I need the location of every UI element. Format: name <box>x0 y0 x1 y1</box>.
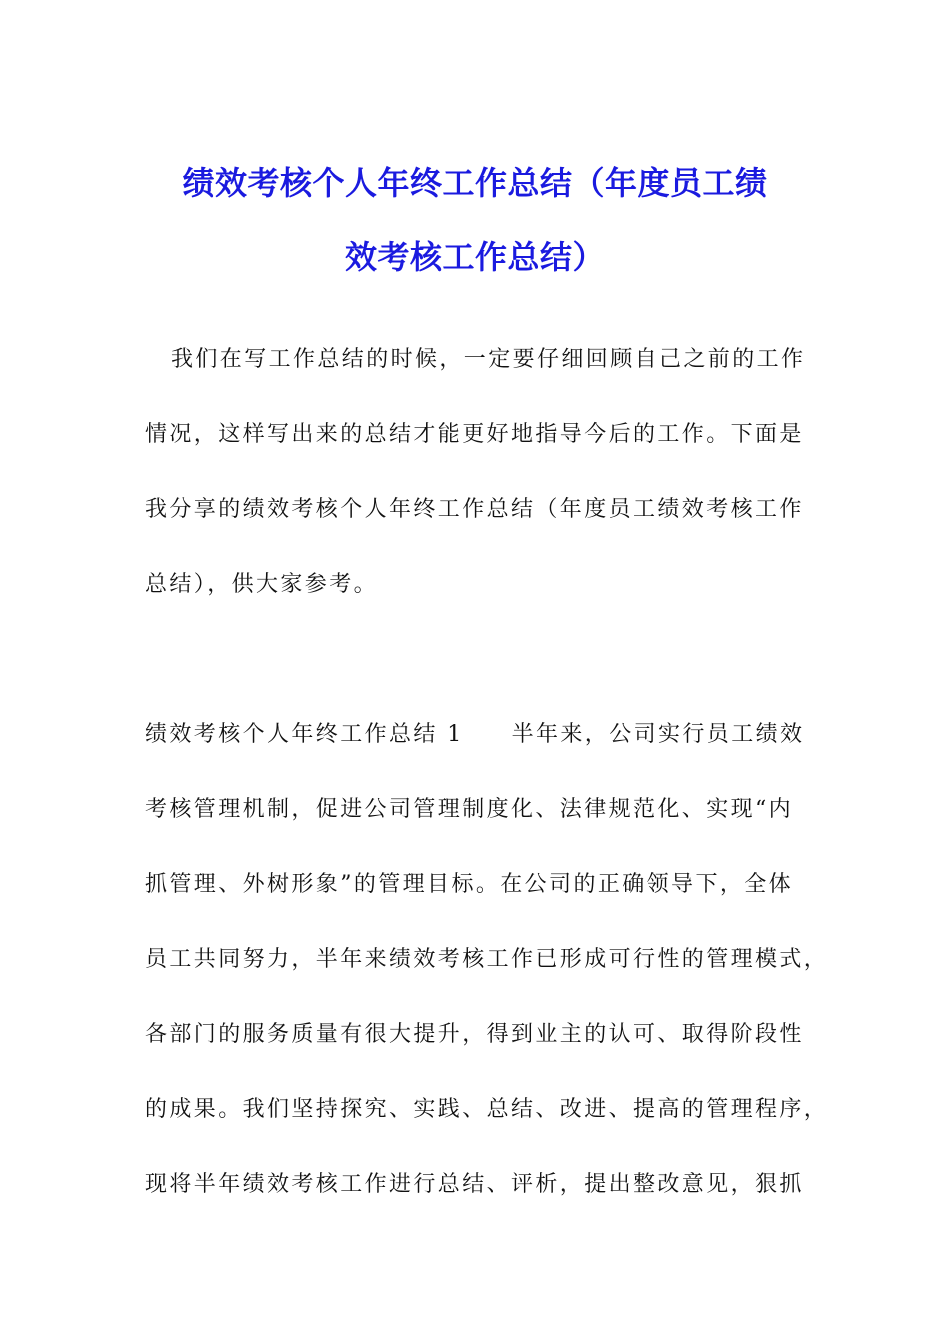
section-line-5: 各部门的服务质量有很大提升，得到业主的认可、取得阶段性 <box>145 1022 804 1047</box>
section-line-7: 现将半年绩效考核工作进行总结、评析，提出整改意见，狠抓 <box>145 1172 804 1197</box>
title-line-2: 效考核工作总结） <box>344 238 605 277</box>
section-line-4: 员工共同努力，半年来绩效考核工作已形成可行性的管理模式， <box>145 947 829 972</box>
page-title <box>0 146 950 294</box>
intro-line-4: 总结），供大家参考。 <box>145 572 379 597</box>
section-line-1: 半年来，公司实行员工绩效 <box>511 722 805 747</box>
section-first-line <box>145 697 815 772</box>
intro-paragraph <box>145 322 815 622</box>
intro-line-3: 我分享的绩效考核个人年终工作总结（年度员工绩效考核工作 <box>145 497 804 522</box>
section-line-2: 考核管理机制，促进公司管理制度化、法律规范化、实现“内 <box>145 797 794 822</box>
section-line-3: 抓管理、外树形象”的管理目标。在公司的正确领导下，全体 <box>145 872 794 897</box>
section-line-6: 的成果。我们坚持探究、实践、总结、改进、提高的管理程序， <box>145 1097 829 1122</box>
title-line-1: 绩效考核个人年终工作总结（年度员工绩 <box>182 164 768 203</box>
section-paragraph <box>145 697 829 1222</box>
intro-line-2: 情况，这样写出来的总结才能更好地指导今后的工作。下面是 <box>145 422 804 447</box>
intro-line-1: 我们在写工作总结的时候，一定要仔细回顾自己之前的工作 <box>171 347 806 372</box>
section-heading: 绩效考核个人年终工作总结 1 <box>145 722 464 747</box>
